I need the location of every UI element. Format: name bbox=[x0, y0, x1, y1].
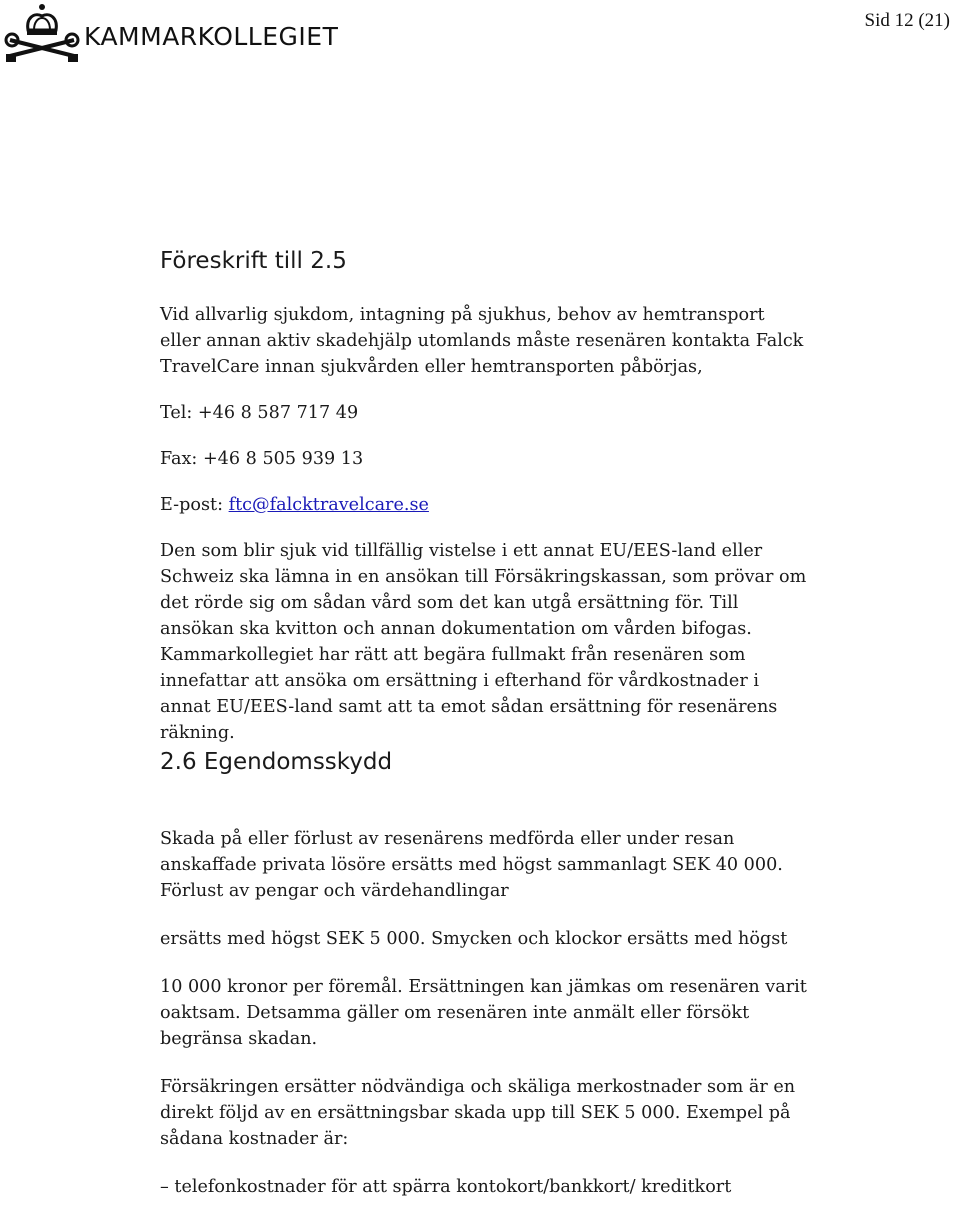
property-paragraph-1: Skada på eller förlust av resenärens medförda eller under resan anskaffade privata lösöre ersätts med högst sammanlagt SEK 40 000. Förlust av pengar och värdehandlingar bbox=[160, 829, 783, 901]
section-heading-2-6: 2.6 Egendomsskydd bbox=[160, 749, 393, 775]
section-heading-2-5: Föreskrift till 2.5 bbox=[160, 248, 347, 274]
email-label: E-post: bbox=[160, 495, 229, 515]
intro-paragraph: Vid allvarlig sjukdom, intagning på sjukhus, behov av hemtransport eller annan aktiv skadehjälp utomlands måste resenären kontakta Falck TravelCare innan sjukvården eller hemtransporten påbörjas, bbox=[160, 305, 804, 377]
list-item: – telefonkostnader för att spärra kontokort/bankkort/ kreditkort bbox=[160, 1177, 732, 1197]
document-body bbox=[160, 245, 810, 1200]
org-wordmark: KAMMARKOLLEGIET bbox=[84, 22, 339, 51]
email-link[interactable]: ftc@falcktravelcare.se bbox=[228, 495, 429, 515]
fax-line: Fax: +46 8 505 939 13 bbox=[160, 449, 364, 469]
property-paragraph-3: 10 000 kronor per föremål. Ersättningen kan jämkas om resenären varit oaktsam. Detsamma gäller om resenären inte anmält eller försökt begränsa skadan. bbox=[160, 977, 807, 1049]
page-number: Sid 12 (21) bbox=[864, 10, 950, 31]
property-paragraph-2: ersätts med högst SEK 5 000. Smycken och klockor ersätts med högst bbox=[160, 929, 788, 949]
property-paragraph-4: Försäkringen ersätter nödvändiga och skäliga merkostnader som är en direkt följd av en ersättningsbar skada upp till SEK 5 000. Exempel på sådana kostnader är: bbox=[160, 1077, 796, 1149]
kammarkollegiet-logo bbox=[4, 2, 339, 66]
eu-paragraph: Den som blir sjuk vid tillfällig vistelse i ett annat EU/EES-land eller Schweiz ska lämna in en ansökan till Försäkringskassan, som prövar om det rörde sig om sådan vård som det kan utgå ersättning för. Till ansökan ska kvitton och annan dokumentation om vården bifogas. Kammarkollegiet har rätt att begära fullmakt från resenären som innefattar att ansöka om ersättning i efterhand för vårdkostnader i annat EU/EES-land samt att ta emot sådan ersättning för resenärens räkning. bbox=[160, 541, 807, 743]
email-line bbox=[160, 492, 810, 518]
crown-keys-icon bbox=[4, 2, 80, 66]
tel-line: Tel: +46 8 587 717 49 bbox=[160, 403, 359, 423]
